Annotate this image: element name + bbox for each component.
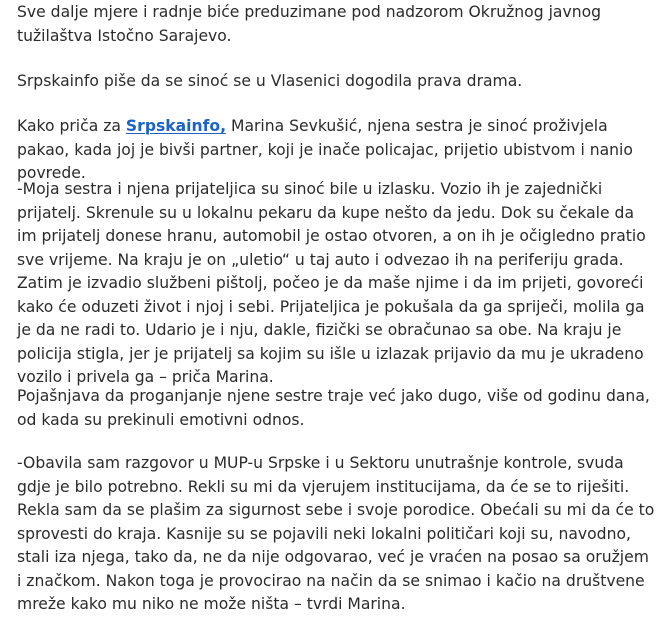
paragraph-3-text-start: Kako priča za <box>17 117 126 135</box>
paragraph-6-quote: -Obavila sam razgovor u MUP-u Srpske i u Sektoru unutrašnje kontrole, svuda gdje je bilo potrebno. Rekli su mi da vjerujem institucijama, da će se to riješiti. Rekla sam da se plašim za sigurnost sebe i svoje porodice. Obećali su mi da će to sprovesti do kraja. Kasnije su se pojavili neki lokalni političari koji su, navodno, stali iza njega, tako da, ne da nije odgovarao, već je vraćen na posao sa oružjem i značkom. Nakon toga je provocirao na način da se snimao i kačio na društvene mreže kako mu niko ne može ništa – tvrdi Marina. <box>17 454 655 613</box>
srpskainfo-link[interactable]: Srpskainfo, <box>125 117 227 135</box>
paragraph-2: Srpskainfo piše da se sinoć se u Vlasenici dogodila prava drama. <box>17 72 523 90</box>
paragraph-4-quote: -Moja sestra i njena prijateljica su sinoć bile u izlasku. Vozio ih je zajednički prijatelj. Skrenule su u lokalnu pekaru da kupe nešto da jedu. Dok su čekale da im prijatelj donese hranu, automobil je ostao otvoren, a on ih je očigledno pratio sve vrijeme. Na kraju je on „uletio“ u taj auto i odvezao ih na periferiju grada. Zatim je izvadio službeni pištolj, počeo je da maše njime i da im prijeti, govoreći kako će oduzeti život i njoj i sebi. Prijateljica je pokušala da ga spriječi, molila ga je da ne radi to. Udario je i nju, dakle, fizički se obračunao sa obe. Na kraju je policija stigla, jer je prijatelj sa kojim su išle u izlazak prijavio da mu je ukradeno vozilo i privela ga – priča Marina. <box>17 180 646 386</box>
paragraph-3 <box>17 115 657 186</box>
paragraph-5: Pojašnjava da proganjanje njene sestre traje već jako dugo, više od godinu dana, od kada su prekinuli emotivni odnos. <box>17 387 650 429</box>
paragraph-3-text-end: Marina Sevkušić, njena sestra je sinoć proživjela pakao, kada joj je bivši partner, koji je inače policajac, prijetio ubistvom i nanio povrede. <box>17 117 633 182</box>
paragraph-1: Sve dalje mjere i radnje biće preduzimane pod nadzorom Okružnog javnog tužilaštva Istočno Sarajevo. <box>17 3 602 45</box>
